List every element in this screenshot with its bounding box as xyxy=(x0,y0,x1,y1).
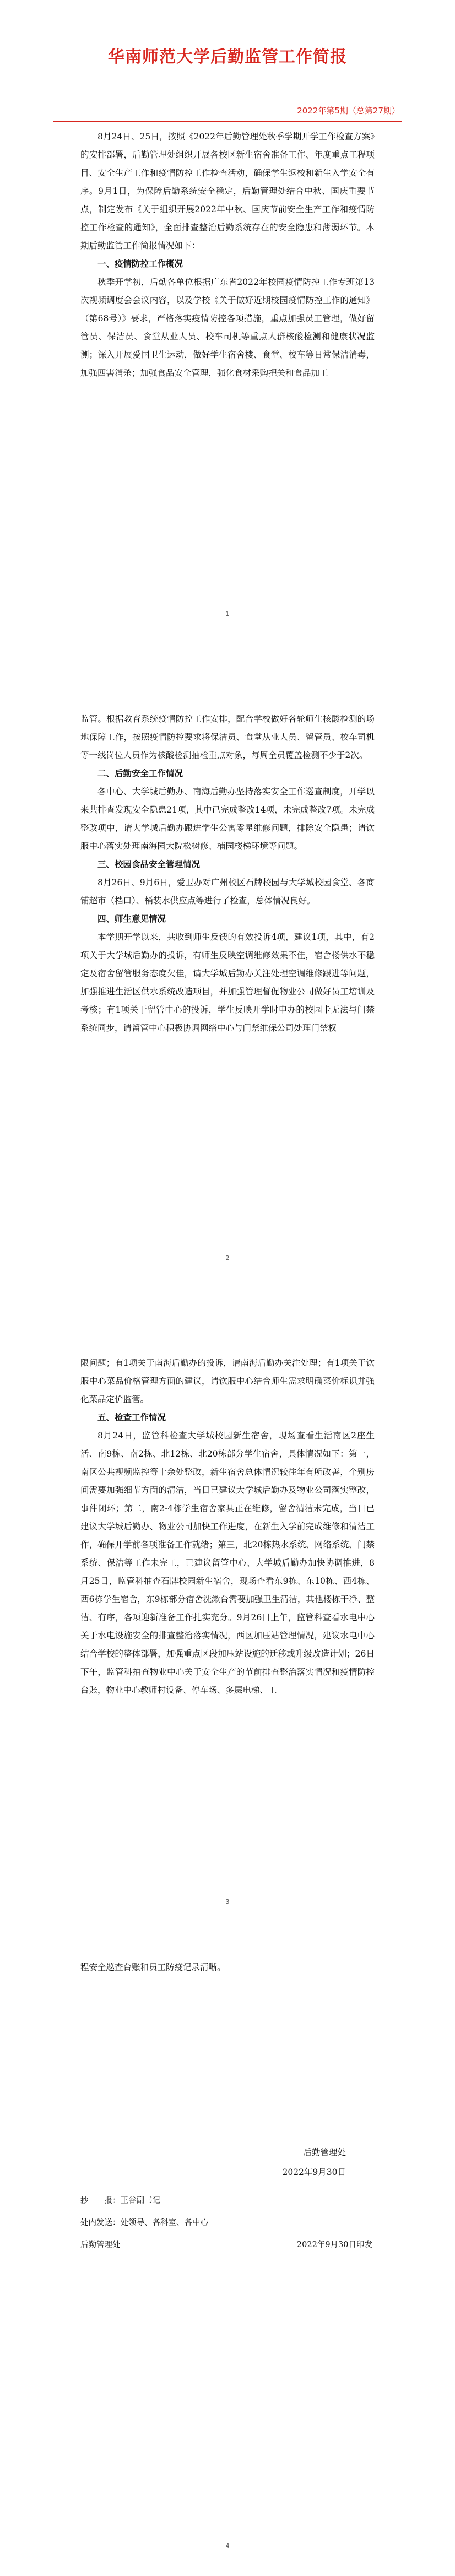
body-page-3 xyxy=(80,1354,375,1700)
section-2-paragraph: 各中心、大学城后勤办、南海后勤办坚持落实安全工作巡查制度，开学以来共排查发现安全隐患21项，其中已完成整改14项，未完成整改7项。未完成整改项中，请大学城后勤办跟进学生公寓零星维修问题，排除安全隐患；请饮服中心落实处理南海园大院松树修、楠园楼梯环境等问题。 xyxy=(80,787,375,851)
page-number: 4 xyxy=(225,2542,230,2550)
section-4-paragraph-cont: 限问题；有1项关于南海后勤办的投诉，请南海后勤办关注处理；有1项关于饮服中心菜品价格管理方面的建议，请饮服中心结合师生需求明确菜价标识并强化菜品定价监管。 xyxy=(80,1358,375,1404)
footer-cc xyxy=(80,2194,160,2206)
red-divider xyxy=(53,121,402,122)
footer-distribution xyxy=(80,2216,208,2228)
page-3 xyxy=(0,1288,455,1932)
issue-number: 2022年第5期（总第27期） xyxy=(297,106,400,116)
section-1-paragraph: 秋季开学初，后勤各单位根据广东省2022年校园疫情防控工作专班第13次视频调度会会议内容，以及学校《关于做好近期校园疫情防控工作的通知》（第68号）》要求，严格落实疫情防控各项措施，重点加强员工管理，做好留管员、保洁员、食堂从业人员、校车司机等重点人群核酸检测和健康状况监测；深入开展爱国卫生运动，做好学生宿舍楼、食堂、校车等日常保洁消毒，加强四害消杀；加强食品安全管理，强化食材采购把关和食品加工 xyxy=(80,277,375,378)
page-4 xyxy=(0,1932,455,2576)
body-page-4 xyxy=(80,1958,375,1977)
footer-dist-label: 处内发送： xyxy=(80,2218,121,2227)
page-2 xyxy=(0,644,455,1288)
section-heading-2: 二、后勤安全工作情况 xyxy=(98,769,183,778)
section-5-paragraph-cont: 程安全巡查台账和员工防疫记录清晰。 xyxy=(80,1962,226,1972)
footer-cc-value: 王谷副书记 xyxy=(120,2196,160,2205)
page-title: 华南师范大学后勤监管工作简报 xyxy=(108,47,347,67)
footer-issue-date: 2022年9月30日印发 xyxy=(296,2241,372,2249)
signature-org: 后勤管理处 xyxy=(303,2147,346,2157)
footer-dist-value: 处领导、各科室、各中心 xyxy=(120,2218,208,2227)
section-5-paragraph: 8月24日，监管科检查大学城校园新生宿舍，现场查看生活南区2座生活、南9栋、南2栋、北12栋、北20栋部分学生宿舍，具体情况如下：第一，南区公共视频监控等十余处整改，新生宿舍总体情况较往年有所改善，个别房间需要加强细节方面的清洁，当日已建议大学城后勤办及物业公司落实整改，事件闭环；第二，南2-4栋学生宿舍家具正在维修，留舍清洁未完成，当日已建议大学城后勤办、物业公司加快工作进度，在新生入学前完成维修和清洁工作，确保开学前各项准备工作就绪；第三，北20栋热水系统、网络系统、门禁系统、保洁等工作未完工，已建议留管中心、大学城后勤办加快协调推进，8月25日，监管科抽查石牌校园新生宿舍，现场查看东9栋、东10栋、西4栋、西6栋学生宿舍，东9栋部分宿舍洗漱台需要加强卫生清洁，其他楼栋干净、整洁、有序，各项迎新准备工作扎实充分。9月26日上午，监管科查看水电中心关于水电设施安全的排查整治落实情况，西区加压站管理情况，建议水电中心结合学校的整体部署，加强重点区段加压站设施的迁移或升级改造计划；26日下午，监管科抽查物业中心关于安全生产的节前排查整治落实情况和疫情防控台账，物业中心教师村设备、停车场、多层电梯、工 xyxy=(80,1431,375,1695)
section-3-paragraph: 8月26日、9月6日，爱卫办对广州校区石牌校园与大学城校园食堂、各商铺超市（档口）、桶装水供应点等进行了检查，总体情况良好。 xyxy=(80,878,375,906)
page-number: 2 xyxy=(225,1254,230,1262)
page-number: 3 xyxy=(225,1898,230,1906)
footer-issuer: 后勤管理处 xyxy=(80,2241,121,2249)
body-page-1 xyxy=(80,128,375,382)
section-heading-1: 一、疫情防控工作概况 xyxy=(98,259,183,269)
section-heading-5: 五、检查工作情况 xyxy=(98,1413,166,1422)
page-number: 1 xyxy=(225,610,230,618)
section-heading-3: 三、校园食品安全管理情况 xyxy=(98,859,201,869)
signature-date: 2022年9月30日 xyxy=(282,2167,346,2177)
body-page-2 xyxy=(80,710,375,1037)
section-1-paragraph-cont: 监管。根据教育系统疫情防控工作安排，配合学校做好各轮师生核酸检测的场地保障工作，按照疫情防控要求将保洁员、食堂从业人员、留管员、校车司机等一线岗位人员作为核酸检测抽检重点对象，每周全员覆盖检测不少于2次。 xyxy=(80,714,375,760)
intro-paragraph: 8月24日、25日，按照《2022年后勤管理处秋季学期开学工作检查方案》的安排部署，后勤管理处组织开展各校区新生宿舍准备工作、年度重点工程项目、安全生产工作和疫情防控工作检查活动，确保学生返校和新生入学安全有序。9月1日，为保障后勤系统安全稳定，后勤管理处结合中秋、国庆重要节点，制定发布《关于组织开展2022年中秋、国庆节前安全生产工作和疫情防控工作检查的通知》，全面排查整治后勤系统存在的安全隐患和薄弱环节。本期后勤监管工作简报情况如下： xyxy=(80,132,375,251)
footer-cc-label: 抄 报： xyxy=(80,2196,121,2205)
section-heading-4: 四、师生意见情况 xyxy=(98,914,166,924)
section-4-paragraph: 本学期开学以来，共收到师生反馈的有效投诉4项，建议1项，其中，有2项关于大学城后勤办的投诉，有师生反映空调维修效果不佳，宿舍楼供水不稳定及宿舍留管服务态度欠佳，请大学城后勤办关注处理空调维修跟进等问题，加强推进生活区供水系统改造项目，并加强管理督促物业公司做好员工培训及考核；有1项关于留管中心的投诉，学生反映开学时申办的校园卡无法与门禁系统同步，请留管中心积极协调网络中心与门禁维保公司处理门禁权 xyxy=(80,932,375,1033)
page-1 xyxy=(0,0,455,644)
